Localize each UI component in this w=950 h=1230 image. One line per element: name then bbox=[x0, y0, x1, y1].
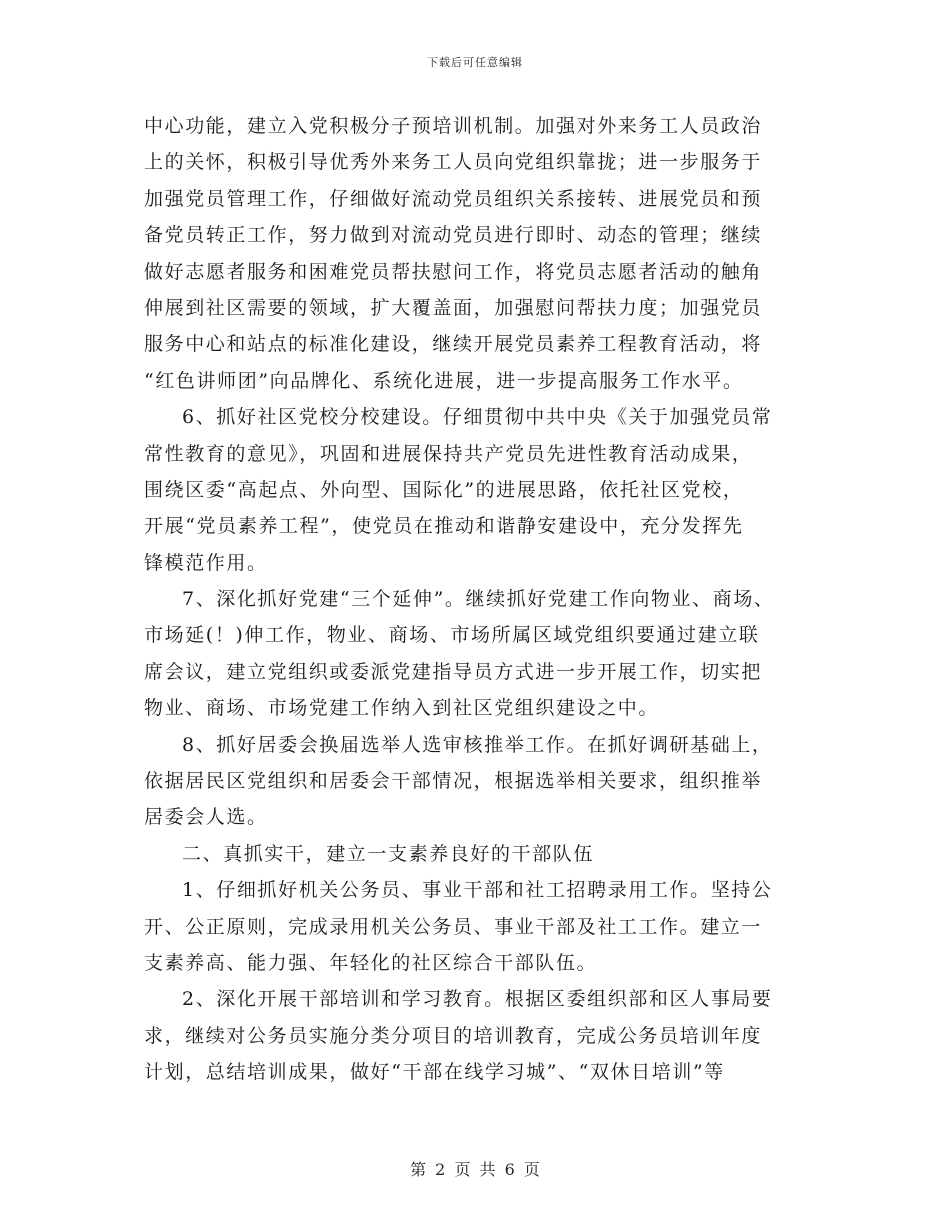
text-line: 物业、商场、市场党建工作纳入到社区党组织建设之中。 bbox=[144, 697, 660, 720]
text-line: 6、抓好社区党校分校建设。仔细贯彻中共中央《关于加强党员常 bbox=[182, 406, 773, 429]
text-line: 中心功能，建立入党积极分子预培训机制。加强对外来务工人员政治 bbox=[144, 115, 763, 137]
document-body bbox=[144, 108, 804, 1091]
text-line: 计划，总结培训成果，做好“干部在线学习城”、“双休日培训”等 bbox=[144, 1061, 725, 1084]
page-header: 下载后可任意编辑 bbox=[427, 56, 523, 69]
text-line: 8、抓好居委会换届选举人选审核推举工作。在抓好调研基础上， bbox=[182, 733, 773, 756]
text-line: 加强党员管理工作，仔细做好流动党员组织关系接转、进展党员和预 bbox=[144, 187, 763, 210]
text-line: 席会议，建立党组织或委派党建指导员方式进一步开展工作，切实把 bbox=[144, 660, 763, 683]
text-line: 伸展到社区需要的领域，扩大覆盖面，加强慰问帮扶力度；加强党员 bbox=[144, 296, 763, 319]
text-line: 支素养高、能力强、年轻化的社区综合干部队伍。 bbox=[144, 951, 598, 974]
text-line: 居委会人选。 bbox=[144, 806, 268, 829]
text-line: 开展“党员素养工程”，使党员在推动和谐静安建设中，充分发挥先 bbox=[144, 515, 744, 538]
text-line: 上的关怀，积极引导优秀外来务工人员向党组织靠拢；进一步服务于 bbox=[144, 151, 763, 174]
text-line: 依据居民区党组织和居委会干部情况，根据选举相关要求，组织推举 bbox=[144, 770, 763, 793]
text-line: 常性教育的意见》，巩固和进展保持共产党员先进性教育活动成果， bbox=[144, 442, 753, 465]
text-line: 2、深化开展干部培训和学习教育。根据区委组织部和区人事局要 bbox=[182, 988, 773, 1011]
text-line: 1、仔细抓好机关公务员、事业干部和社工招聘录用工作。坚持公 bbox=[182, 879, 773, 902]
text-line: 做好志愿者服务和困难党员帮扶慰问工作，将党员志愿者活动的触角 bbox=[144, 260, 763, 283]
page-number-footer: 第 2 页 共 6 页 bbox=[410, 1160, 540, 1179]
text-line: 锋模范作用。 bbox=[144, 551, 268, 574]
text-line: 服务中心和站点的标准化建设，继续开展党员素养工程教育活动，将 bbox=[144, 333, 763, 356]
text-line: 求，继续对公务员实施分类分项目的培训教育，完成公务员培训年度 bbox=[144, 1024, 763, 1047]
text-line: 开、公正原则，完成录用机关公务员、事业干部及社工工作。建立一 bbox=[144, 915, 763, 938]
text-line: 备党员转正工作，努力做到对流动党员进行即时、动态的管理；继续 bbox=[144, 224, 763, 247]
text-line: 市场延(！)伸工作，物业、商场、市场所属区域党组织要通过建立联 bbox=[144, 624, 760, 647]
text-line: “红色讲师团”向品牌化、系统化进展，进一步提高服务工作水平。 bbox=[144, 369, 744, 392]
text-line: 7、深化抓好党建“三个延伸”。继续抓好党建工作向物业、商场、 bbox=[182, 588, 775, 611]
text-line: 二、真抓实干，建立一支素养良好的干部队伍 bbox=[182, 842, 595, 865]
text-line: 围绕区委“高起点、外向型、国际化”的进展思路，依托社区党校， bbox=[144, 478, 744, 501]
